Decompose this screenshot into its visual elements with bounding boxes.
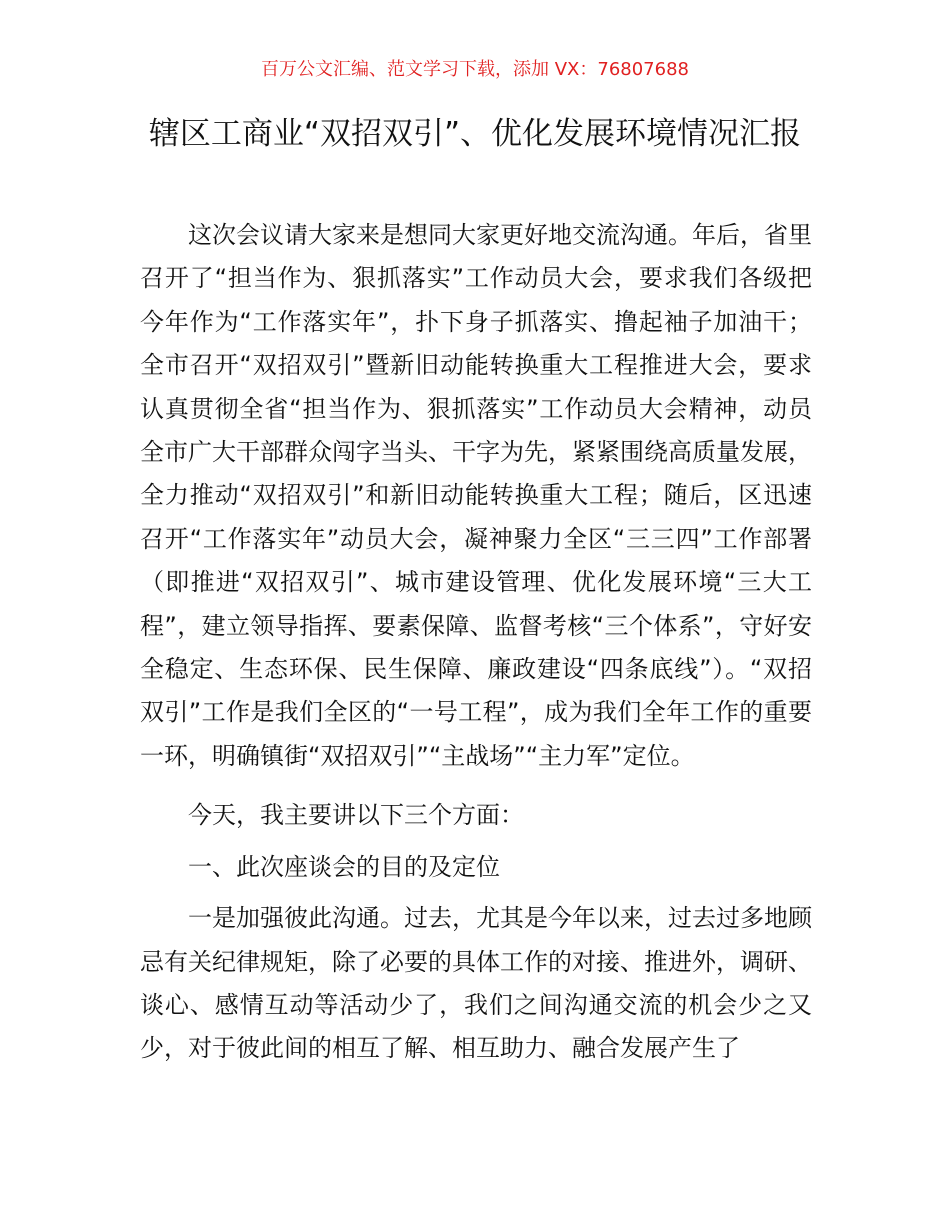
document-body — [140, 214, 812, 1071]
paragraph-agenda: 今天，我主要讲以下三个方面： — [188, 801, 524, 830]
header-watermark-note: 百万公文汇编、范文学习下载，添加 VX：76807688 — [261, 59, 689, 80]
document-title: 辖区工商业“双招双引”、优化发展环境情况汇报 — [148, 116, 802, 152]
section-heading-1: 一、此次座谈会的目的及定位 — [188, 852, 500, 881]
paragraph-point-1: 一是加强彼此沟通。过去，尤其是今年以来，过去过多地顾忌有关纪律规矩，除了必要的具体工作的对接、推进外，调研、谈心、感情互动等活动少了，我们之间沟通交流的机会少之又少，对于彼此间的相互了解、相互助力、融合发展产生了 — [140, 904, 812, 1063]
paragraph-intro: 这次会议请大家来是想同大家更好地交流沟通。年后，省里召开了“担当作为、狠抓落实”工作动员大会，要求我们各级把今年作为“工作落实年”，扑下身子抓落实、撸起袖子加油干；全市召开“双招双引”暨新旧动能转换重大工程推进大会，要求认真贯彻全省“担当作为、狠抓落实”工作动员大会精神，动员全市广大干部群众闯字当头、干字为先，紧紧围绕高质量发展，全力推动“双招双引”和新旧动能转换重大工程；随后，区迅速召开“工作落实年”动员大会，凝神聚力全区“三三四”工作部署（即推进“双招双引”、城市建设管理、优化发展环境“三大工程”，建立领导指挥、要素保障、监督考核“三个体系”，守好安全稳定、生态环保、民生保障、廉政建设“四条底线”）。“双招双引”工作是我们全区的“一号工程”，成为我们全年工作的重要一环，明确镇街“双招双引”“主战场”“主力军”定位。 — [140, 221, 812, 770]
